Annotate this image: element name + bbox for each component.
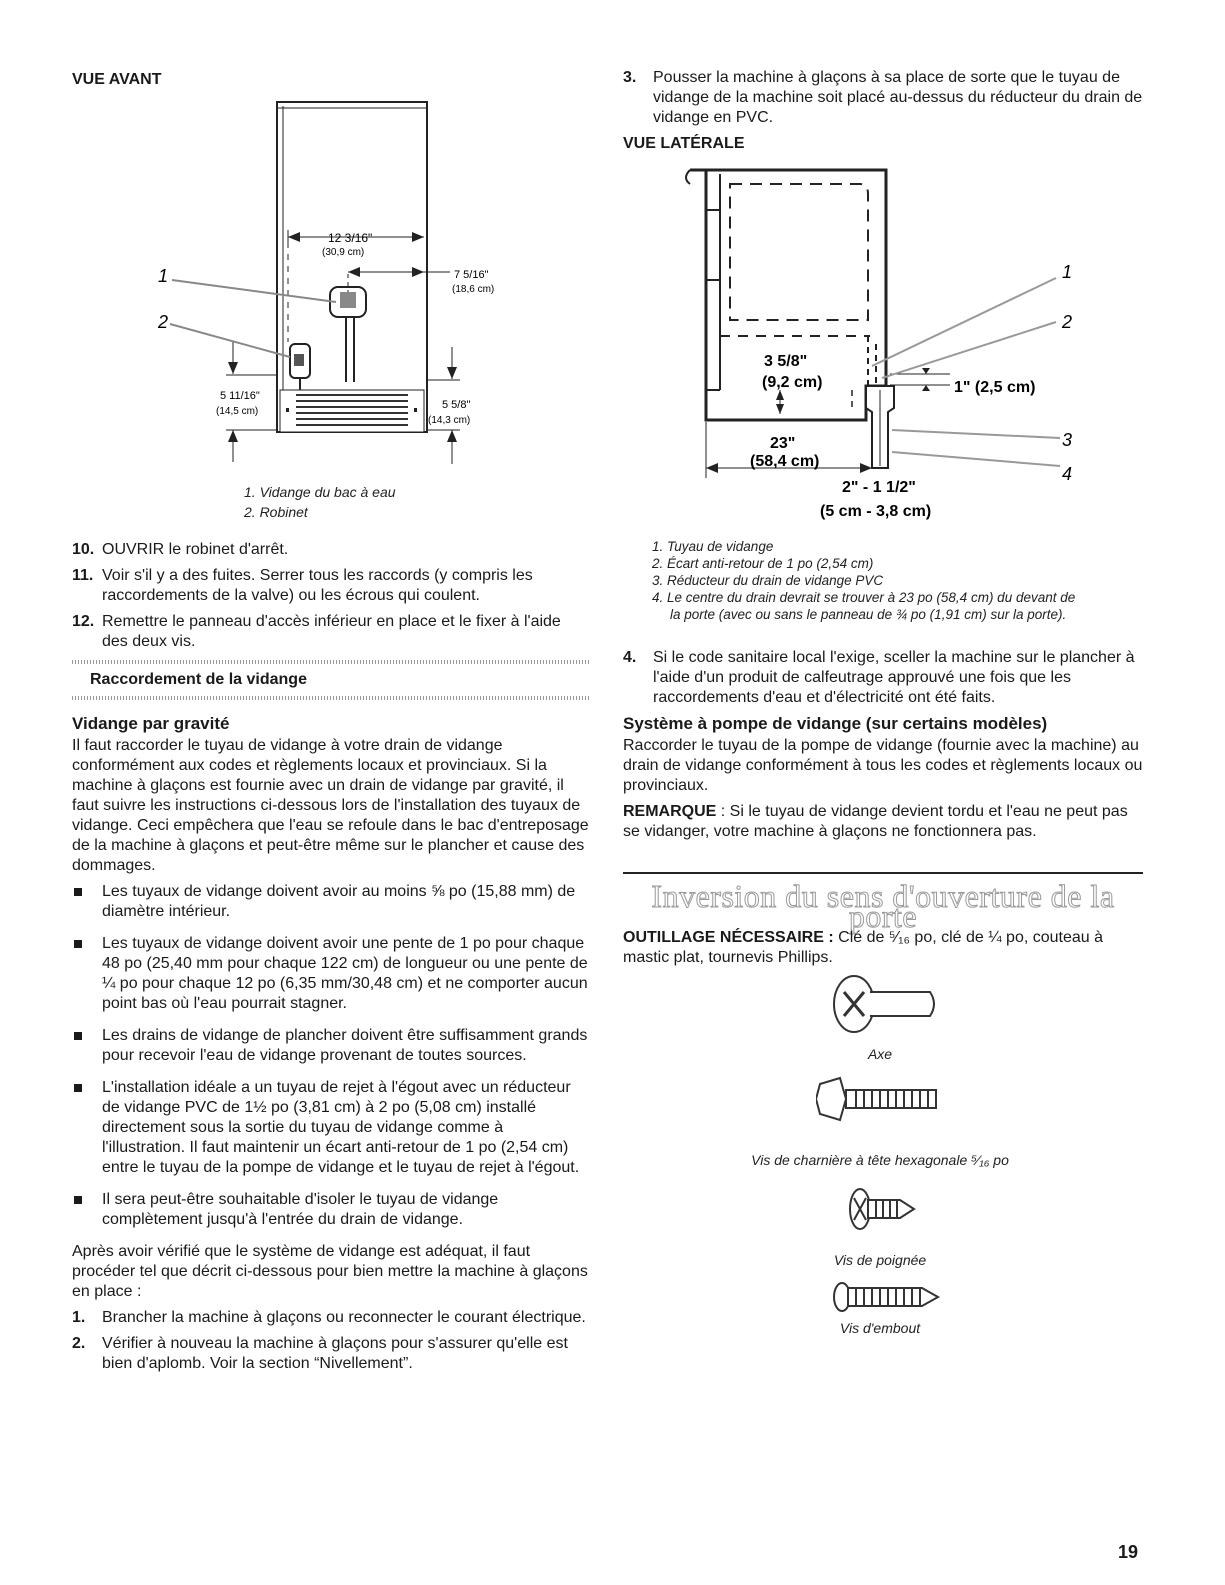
callout-1: 1 [158,266,169,286]
dim-left-height-cm: (14,5 cm) [216,406,259,417]
dim-left-height: 5 11/16" [220,390,260,402]
step-10: 10. OUVRIR le robinet d'arrêt. [72,541,289,558]
hardware-axle-label: Axe [867,1046,893,1062]
hinge-screw-illustration [816,1076,946,1122]
side-callout-4: 4 [1062,464,1073,484]
side-dim-d4: 2" - 1 1/2" [842,479,916,496]
side-dim-d2: 1" (2,5 cm) [954,379,1036,396]
drain-section-title: Raccordement de la vidange [90,671,307,688]
front-view-heading: VUE AVANT [72,71,162,88]
after-text: Après avoir vérifié que le système de vidange est adéquat, il faut procéder tel que décrit ci-dessous pour bien mettre la machine à glaçons en place : [72,1243,588,1300]
side-callout-3: 3 [1062,430,1073,450]
end-screw-illustration [832,1280,942,1314]
side-legend [652,538,1152,623]
side-legend-2: 2. Écart anti-retour de 1 po (2,54 cm) [652,556,874,571]
side-legend-4: 4. Le centre du drain devrait se trouver à 23 po (58,4 cm) du devant de [652,590,1076,605]
bullet-1: Les tuyaux de vidange doivent avoir au moins ⅝ po (15,88 mm) de diamètre intérieur. [72,882,590,922]
steps-10-12 [72,540,590,658]
right-text-block [623,648,1143,848]
side-callout-1: 1 [1062,262,1073,282]
pump-title: Système à pompe de vidange (sur certains modèles) [623,714,1048,733]
side-legend-4b: la porte (avec ou sans le panneau de ¾ po (1,91 cm) sur la porte). [670,607,1067,622]
gravity-title: Vidange par gravité [72,714,230,733]
side-callout-2: 2 [1062,312,1073,332]
step-4: 4. Si le code sanitaire local l'exige, sceller la machine sur le plancher à l'aide d'un produit de calfeutrage approuvé une fois que les raccordements d'eau et d'électricité ont été faits. [623,649,1135,706]
section-divider [623,872,1143,874]
front-legend-1: 1. Vidange du bac à eau [244,484,396,500]
axle-illustration [830,972,940,1036]
front-view-diagram [150,92,550,478]
bullet-4: L'installation idéale a un tuyau de rejet à l'égout avec un réducteur de vidange PVC de 1½ po (3,81 cm) à 2 po (5,08 cm) installé directement sous la sortie du tuyau de vidange comme à l'illustration. Il faut maintenir un écart anti-retour de 1 po (2,54 cm) entre le tuyau de la pompe de vidange et le tuyau de rejet à l'égout. [72,1078,590,1178]
side-dim-d3: 23" [770,435,796,452]
hardware-hinge-screw-label: Vis de charnière à tête hexagonale ⁵⁄₁₆ po [751,1152,1009,1168]
front-legend-2: 2. Robinet [244,504,308,520]
dim-right-height: 5 5/8" [442,399,471,411]
step-11: 11. Voir s'il y a des fuites. Serrer tous les raccords (y compris les raccordements de la valve) ou les écrous qui coulent. [72,567,533,604]
dim-mid-width-cm: (18,6 cm) [452,284,495,295]
dim-top-width-cm: (30,9 cm) [322,247,365,258]
pump-text: Raccorder le tuyau de la pompe de vidange (fournie avec la machine) au drain de vidange conformément à tous les codes et règlements locaux ou provinciaux. [623,737,1143,794]
bullet-2: Les tuyaux de vidange doivent avoir une pente de 1 po pour chaque 48 po (25,40 mm pour chaque 122 cm) de longueur ou une pente de ¼ po pour chaque 12 po (6,35 mm/30,48 cm) et ne comporter aucun point bas où l'eau pourrait stagner. [72,934,590,1014]
side-dim-d1-cm: (9,2 cm) [762,374,823,391]
bar-rule-bottom [72,696,590,700]
bullet-5: Il sera peut-être souhaitable d'isoler le tuyau de vidange complètement jusqu'à l'entrée du drain de vidange. [72,1190,590,1230]
handle-screw-illustration [848,1186,918,1232]
bullet-3: Les drains de vidange de plancher doivent être suffisamment grands pour recevoir l'eau de vidange provenant de toutes sources. [72,1026,590,1066]
step-2: 2. Vérifier à nouveau la machine à glaçons pour s'assurer qu'elle est bien d'aplomb. Voir la section “Nivellement”. [72,1335,568,1372]
door-reversal-title: Inversion du sens d'ouverture de la porte [651,878,1115,934]
side-view-diagram [620,160,1140,530]
side-dim-d4-cm: (5 cm - 3,8 cm) [820,503,932,520]
dim-right-height-cm: (14,3 cm) [428,415,471,426]
dim-top-width: 12 3/16" [328,231,373,245]
gravity-intro: Il faut raccorder le tuyau de vidange à votre drain de vidange conformément aux codes et règlements locaux et provinciaux. Si la machine à glaçons est fournie avec un drain de vidange par gravité, il faut suivre les instructions ci-dessous lors de l'installation des tuyaux de vidange. Ceci empêchera que l'eau se refoule dans le bac d'entreposage de la machine à glaçons et peut-être même sur le plancher et cause des dommages. [72,737,589,874]
side-legend-1: 1. Tuyau de vidange [652,539,774,554]
callout-2: 2 [158,312,169,332]
drain-section-bar [72,660,590,700]
side-legend-3: 3. Réducteur du drain de vidange PVC [652,573,884,588]
pump-note: REMARQUE : Si le tuyau de vidange devient tordu et l'eau ne peut pas se vidanger, votre machine à glaçons ne fonctionnera pas. [623,803,1128,840]
hardware-handle-screw-label: Vis de poignée [833,1252,927,1268]
step-12: 12. Remettre le panneau d'accès inférieur en place et le fixer à l'aide des deux vis. [72,613,561,650]
side-dim-d3-cm: (58,4 cm) [750,453,820,470]
side-view-heading: VUE LATÉRALE [623,135,745,152]
step-1: 1. Brancher la machine à glaçons ou reconnecter le courant électrique. [72,1309,586,1326]
side-dim-d1: 3 5/8" [764,353,808,370]
page-number: 19 [1118,1542,1139,1562]
hardware-end-screw-label: Vis d'embout [839,1320,921,1336]
tools-required: OUTILLAGE NÉCESSAIRE : Clé de ⁵⁄₁₆ po, clé de ¼ po, couteau à mastic plat, tournevis Phillips. [623,929,1104,966]
dim-mid-width: 7 5/16" [454,269,489,281]
gravity-section [72,708,590,1380]
step-3: 3. Pousser la machine à glaçons à sa place de sorte que le tuyau de vidange de la machine soit placé au-dessus du réducteur du drain de vidange en PVC. [623,69,1143,126]
